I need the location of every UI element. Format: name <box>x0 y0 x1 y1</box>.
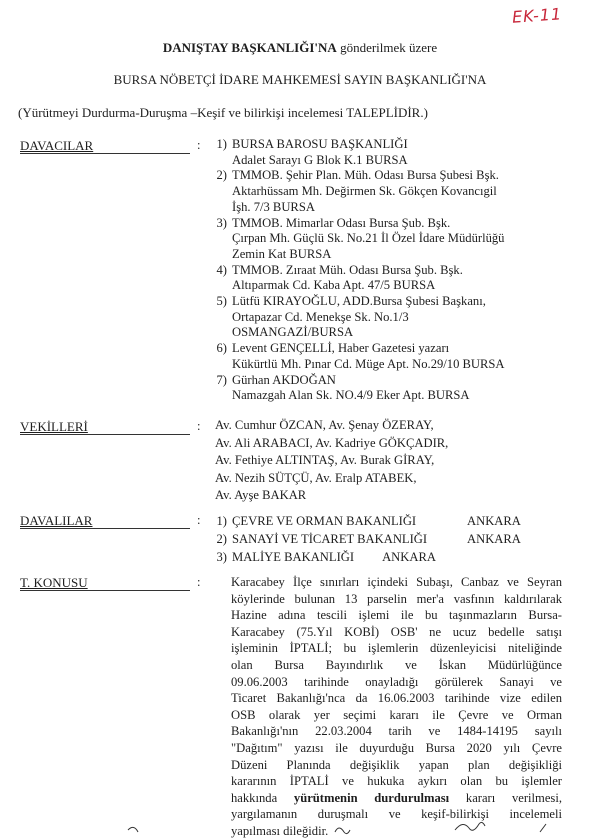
plaintiffs-list <box>203 137 588 404</box>
subject-line: Bakanlığı'nın 22.03.2004 tarih ve 1484-14195 sayılı <box>231 724 562 739</box>
plaintiff-item <box>203 168 588 215</box>
defendant-name: ÇEVRE VE ORMAN BAKANLIĞI <box>232 514 417 528</box>
plaintiff-line: İşh. 7/3 BURSA <box>232 199 315 214</box>
request-line: (Yürütmeyi Durdurma-Duruşma –Keşif ve bilirkişi incelemesi TALEPLİDİR.) <box>18 105 428 120</box>
defendants-colon: : <box>197 513 201 527</box>
subject-line-end: kararı verilmesi, <box>449 790 562 805</box>
subject-line: Karacabey İlçe sınırları içindeki Subaşı, Canbaz ve Seyran <box>231 575 562 589</box>
plaintiff-line: TMMOB. Şehir Plan. Müh. Odası Bursa Şubesi Bşk. <box>232 168 499 183</box>
plaintiff-line: OSMANGAZİ/BURSA <box>232 325 354 340</box>
plaintiff-number: 5) <box>216 294 227 309</box>
plaintiff-line: BURSA BAROSU BAŞKANLIĞI <box>232 137 408 151</box>
subject-line: OSB olarak yer seçimi kararı ile Çevre ve Orman <box>231 707 562 722</box>
attorney-line: Av. Fethiye ALTINTAŞ, Av. Burak GİRAY, <box>215 453 435 468</box>
subject-paragraph <box>231 574 562 840</box>
subject-line: Hazine adına tescili işlemi ile bu taşınmazların Bursa- <box>231 608 562 623</box>
plaintiffs-colon: : <box>197 138 201 152</box>
defendant-city: ANKARA <box>467 532 521 547</box>
subject-line <box>231 790 562 807</box>
subject-line: Düzeni Planında değişiklik yapan plan değişikliği <box>231 757 562 772</box>
defendant-number: 1) <box>216 514 227 528</box>
subject-colon: : <box>197 575 201 589</box>
attorneys-label: VEKİLLERİ <box>20 419 88 434</box>
addressee-bold: DANIŞTAY BAŞKANLIĞI'NA <box>162 40 337 55</box>
plaintiff-line: Ortapazar Cd. Menekşe Sk. No.1/3 <box>232 309 409 324</box>
subject-line: köylerinde bulunan 13 parselin mer'a vasfının kaldırılarak <box>231 591 562 606</box>
attorneys-colon: : <box>197 419 201 433</box>
attorney-line: Av. Ali ARABACI, Av. Kadriye GÖKÇADIR, <box>215 435 449 450</box>
defendant-city: ANKARA <box>382 550 436 565</box>
defendant-item <box>203 548 588 566</box>
defendant-item <box>203 512 588 530</box>
defendant-city: ANKARA <box>467 514 521 528</box>
plaintiff-item <box>203 341 588 372</box>
defendant-name: SANAYİ VE TİCARET BAKANLIĞI <box>232 532 428 547</box>
plaintiff-item <box>203 216 588 263</box>
defendant-item <box>203 530 588 548</box>
plaintiff-line: TMMOB. Mimarlar Odası Bursa Şub. Bşk. <box>232 215 451 230</box>
plaintiff-number: 6) <box>216 341 227 356</box>
plaintiff-line: Levent GENÇELLİ, Haber Gazetesi yazarı <box>232 341 450 356</box>
defendants-label: DAVALILAR <box>20 513 93 528</box>
subject-line: Ticaret Bakanlığı'nca da 16.06.2003 tarihinde vize edilen <box>231 691 562 706</box>
plaintiffs-label: DAVACILAR <box>20 138 94 153</box>
plaintiff-number: 4) <box>216 262 227 277</box>
attorneys-underline <box>20 434 190 435</box>
attorney-line: Av. Ayşe BAKAR <box>215 488 307 503</box>
defendants-underline <box>20 528 190 529</box>
plaintiffs-underline <box>20 153 190 154</box>
subject-line: 09.06.2003 tarihinde onayladığı görülerek Sanayi ve <box>231 674 562 689</box>
plaintiff-number: 1) <box>216 137 227 151</box>
plaintiff-line: TMMOB. Zıraat Müh. Odası Bursa Şub. Bşk. <box>232 262 463 277</box>
plaintiff-line: Aktarhüssam Mh. Değirmen Sk. Gökçen Kovancıgil <box>232 184 497 199</box>
attorneys-list <box>215 417 448 505</box>
plaintiff-line: Kükürtlü Mh. Pınar Cd. Müge Apt. No.29/10 BURSA <box>232 356 505 371</box>
plaintiff-line: Altıparmak Cd. Kaba Apt. 47/5 BURSA <box>232 278 436 293</box>
subject-line: olan Bursa Bayındırlık ve İskan Müdürlüğünce <box>231 657 562 672</box>
subject-line: kararının İPTALİ ve hukuka aykırı olan bu işlemler <box>231 774 562 789</box>
defendant-name: MALİYE BAKANLIĞI <box>232 550 355 565</box>
subject-line: "Dağıtım" yazısı ile duyurduğu Bursa 2020 yılı Çevre <box>231 740 562 755</box>
subject-line: işleminin İPTALİ; bu işlemlerin düzenleyicisi niteliğinde <box>231 641 562 656</box>
subject-bold-phrase: yürütmenin durdurulması <box>293 790 450 805</box>
plaintiff-line: Namazgah Alan Sk. NO.4/9 Eker Apt. BURSA <box>232 388 470 403</box>
addressee-line <box>0 40 600 56</box>
attorney-line: Av. Nezih SÜTÇÜ, Av. Eralp ATABEK, <box>215 470 417 485</box>
subject-underline <box>20 590 190 591</box>
plaintiff-item <box>203 137 588 168</box>
plaintiff-number: 2) <box>216 168 227 183</box>
defendant-number: 3) <box>216 550 227 565</box>
plaintiff-item <box>203 373 588 404</box>
defendant-number: 2) <box>216 532 227 547</box>
plaintiff-line: Zemin Kat BURSA <box>232 246 332 261</box>
signature-scribbles <box>0 816 600 836</box>
plaintiff-item <box>203 294 588 341</box>
plaintiff-line: Çırpan Mh. Güçlü Sk. No.21 İl Özel İdare Müdürlüğü <box>232 231 505 246</box>
subject-line: yargılamanın duruşmalı ve keşif-bilirkişi incelemeli <box>231 807 562 822</box>
attorney-line: Av. Cumhur ÖZCAN, Av. Şenay ÖZERAY, <box>215 418 434 432</box>
subject-line-start: hakkında <box>231 790 294 805</box>
addressee-rest: gönderilmek üzere <box>336 40 438 55</box>
subject-label: T. KONUSU <box>20 575 88 590</box>
subject-line: yapılması dileğidir. <box>231 823 329 838</box>
court-line: BURSA NÖBETÇİ İDARE MAHKEMESİ SAYIN BAŞKANLIĞI'NA <box>113 72 487 87</box>
plaintiff-item <box>203 263 588 294</box>
plaintiff-line: Lütfü KIRAYOĞLU, ADD.Bursa Şubesi Başkanı, <box>232 294 486 309</box>
defendants-list <box>203 512 588 567</box>
plaintiff-number: 3) <box>216 215 227 230</box>
handwritten-annex-mark: EK-11 <box>511 4 563 27</box>
plaintiff-line: Adalet Sarayı G Blok K.1 BURSA <box>232 152 408 167</box>
plaintiff-number: 7) <box>216 372 227 387</box>
subject-line: Karacabey (75.Yıl KOBİ) OSB' ne ucuz bedelle satışı <box>231 624 562 639</box>
plaintiff-line: Gürhan AKDOĞAN <box>232 372 336 387</box>
